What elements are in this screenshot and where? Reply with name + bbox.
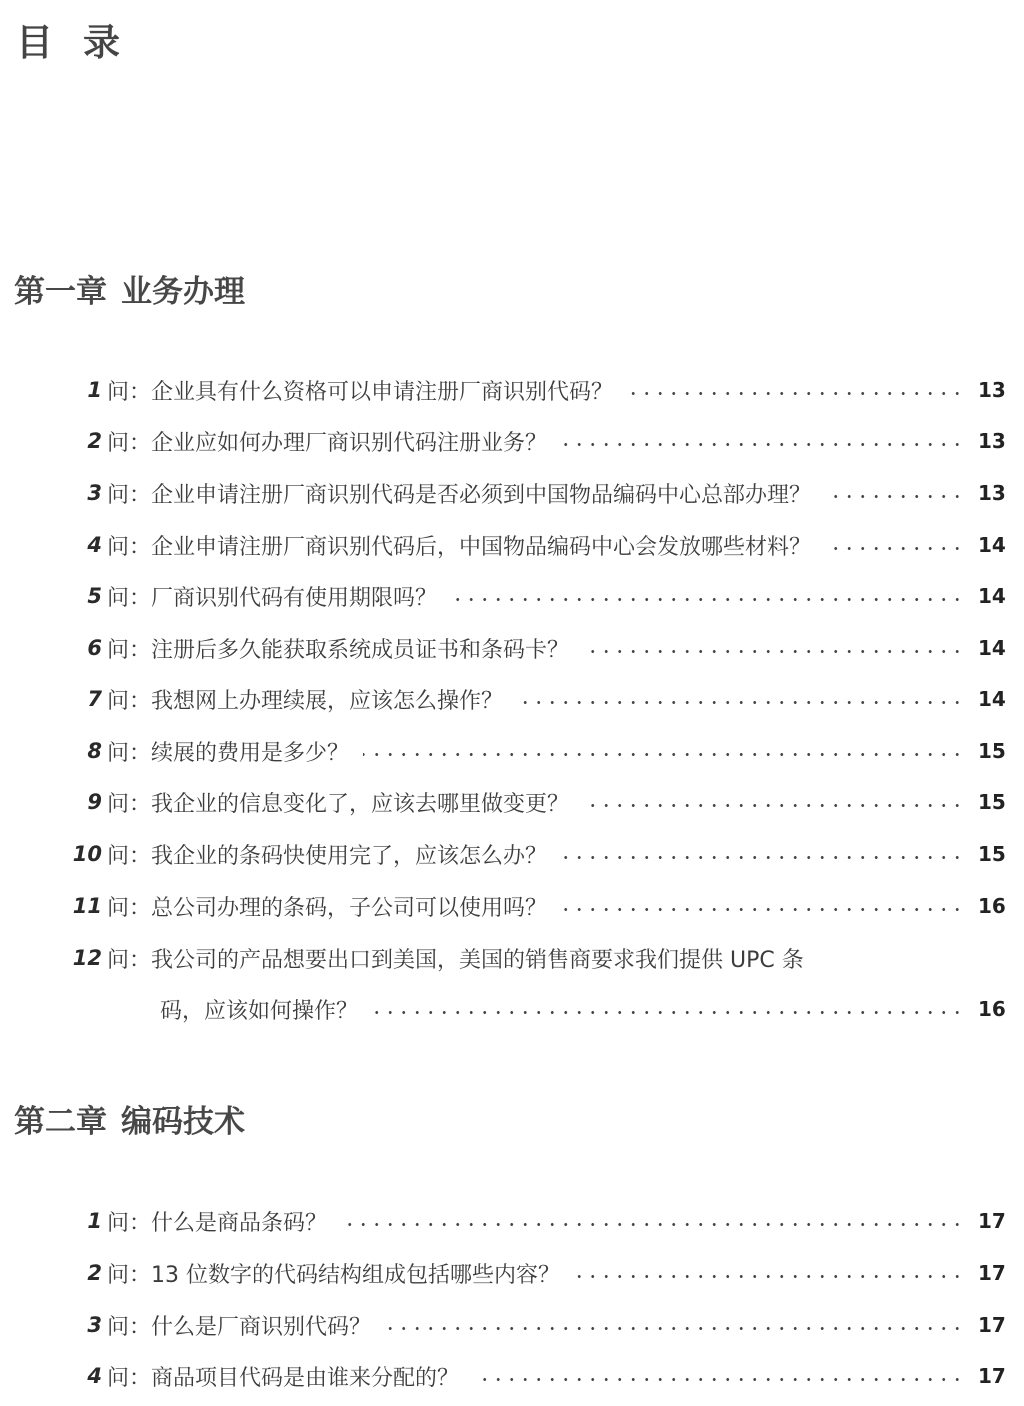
- entry-title: 我企业的条码快使用完了，应该怎么办？: [151, 843, 548, 869]
- toc-entry[interactable]: [0, 1253, 1004, 1293]
- entry-q: 问：: [107, 1314, 152, 1340]
- entry-number: 4: [87, 1364, 102, 1388]
- entry-title: 我想网上办理续展，应该怎么操作？: [151, 688, 504, 714]
- entry-q: 问：: [107, 482, 152, 508]
- toc-entry[interactable]: [0, 679, 1004, 719]
- entry-number: 8: [87, 739, 102, 763]
- toc-entry-continuation[interactable]: [0, 989, 1004, 1029]
- entry-page: 14: [978, 533, 1006, 557]
- entry-title: 我公司的产品想要出口到美国，美国的销售商要求我们提供 UPC 条: [151, 947, 804, 973]
- dot-leader: [583, 650, 964, 653]
- entry-page: 15: [978, 842, 1006, 866]
- entry-page: 16: [978, 894, 1006, 918]
- entry-q: 问：: [107, 740, 152, 766]
- entry-page: 13: [978, 378, 1006, 402]
- entry-page: 15: [978, 739, 1006, 763]
- dot-leader: [574, 1275, 964, 1278]
- entry-q: 问：: [107, 534, 152, 560]
- entry-number: 5: [87, 584, 102, 608]
- chapter-heading-2: [14, 1096, 245, 1141]
- toc-entry[interactable]: [0, 370, 1004, 410]
- chapter-name: 业务办理: [121, 274, 245, 310]
- entry-title: 企业申请注册厂商识别代码是否必须到中国物品编码中心总部办理？: [151, 482, 812, 508]
- entry-q: 问：: [107, 379, 152, 405]
- entry-page: 17: [978, 1313, 1006, 1337]
- dot-leader: [372, 1011, 964, 1014]
- entry-title: 企业具有什么资格可以申请注册厂商识别代码？: [151, 379, 614, 405]
- chapter-name: 编码技术: [121, 1104, 245, 1140]
- chapter-label: 第二章: [14, 1104, 107, 1140]
- entry-q: 问：: [107, 1365, 152, 1391]
- entry-number: 10: [72, 842, 102, 866]
- entry-title: 什么是厂商识别代码？: [151, 1314, 372, 1340]
- entry-q: 问：: [107, 585, 152, 611]
- entry-number: 3: [87, 481, 102, 505]
- entry-page: 13: [978, 481, 1006, 505]
- entry-q: 问：: [107, 843, 152, 869]
- entry-title: 总公司办理的条码，子公司可以使用吗？: [151, 895, 548, 921]
- entry-title: 商品项目代码是由谁来分配的？: [151, 1365, 460, 1391]
- entry-number: 12: [72, 946, 102, 970]
- dot-leader: [825, 547, 964, 550]
- entry-q: 问：: [107, 637, 152, 663]
- entry-title-continued: 码，应该如何操作？: [160, 998, 359, 1024]
- toc-entry[interactable]: [0, 1356, 1004, 1396]
- entry-number: 6: [87, 636, 102, 660]
- entry-q: 问：: [107, 430, 152, 456]
- entry-q: 问：: [107, 947, 152, 973]
- entry-number: 2: [87, 1261, 102, 1285]
- toc-entry[interactable]: [0, 1201, 1004, 1241]
- entry-number: 4: [87, 533, 102, 557]
- entry-page: 14: [978, 687, 1006, 711]
- entry-number: 1: [87, 1209, 102, 1233]
- dot-leader: [363, 753, 964, 756]
- entry-page: 14: [978, 636, 1006, 660]
- dot-leader: [341, 1223, 964, 1226]
- dot-leader: [451, 598, 964, 601]
- entry-number: 7: [87, 687, 102, 711]
- chapter-label: 第一章: [14, 274, 107, 310]
- entry-number: 11: [72, 894, 102, 918]
- entry-number: 2: [87, 429, 102, 453]
- toc-entry[interactable]: [0, 731, 1004, 771]
- toc-entry[interactable]: [0, 628, 1004, 668]
- page-title-char-1: 目: [16, 21, 53, 64]
- entry-page: 13: [978, 429, 1006, 453]
- entry-title: 注册后多久能获取系统成员证书和条码卡？: [151, 637, 570, 663]
- entry-q: 问：: [107, 688, 152, 714]
- entry-number: 9: [87, 790, 102, 814]
- entry-page: 17: [978, 1209, 1006, 1233]
- entry-number: 3: [87, 1313, 102, 1337]
- entry-page: 17: [978, 1364, 1006, 1388]
- entry-q: 问：: [107, 1210, 152, 1236]
- entry-page: 14: [978, 584, 1006, 608]
- entry-page: 15: [978, 790, 1006, 814]
- dot-leader: [561, 856, 964, 859]
- entry-number: 1: [87, 378, 102, 402]
- dot-leader: [385, 1327, 964, 1330]
- toc-entry[interactable]: [0, 938, 1004, 978]
- entry-page: 17: [978, 1261, 1006, 1285]
- dot-leader: [583, 804, 964, 807]
- toc-entry[interactable]: [0, 576, 1004, 616]
- entry-title: 我企业的信息变化了，应该去哪里做变更？: [151, 791, 570, 817]
- dot-leader: [517, 701, 964, 704]
- toc-entry[interactable]: [0, 834, 1004, 874]
- dot-leader: [561, 908, 964, 911]
- entry-title: 厂商识别代码有使用期限吗？: [151, 585, 438, 611]
- entry-page: 16: [978, 997, 1006, 1021]
- toc-entry[interactable]: [0, 782, 1004, 822]
- entry-q: 问：: [107, 791, 152, 817]
- page-title: [16, 12, 120, 66]
- toc-entry[interactable]: [0, 1305, 1004, 1345]
- entry-q: 问：: [107, 895, 152, 921]
- page-title-char-2: 录: [83, 21, 120, 64]
- dot-leader: [473, 1378, 964, 1381]
- entry-title: 企业应如何办理厂商识别代码注册业务？: [151, 430, 548, 456]
- toc-entry[interactable]: [0, 886, 1004, 926]
- entry-q: 问：: [107, 1262, 152, 1288]
- entry-title: 13 位数字的代码结构组成包括哪些内容？: [151, 1262, 561, 1288]
- toc-entry[interactable]: [0, 473, 1004, 513]
- dot-leader: [561, 443, 964, 446]
- dot-leader: [627, 392, 964, 395]
- dot-leader: [825, 495, 964, 498]
- chapter-heading-1: [14, 266, 245, 311]
- toc-entry[interactable]: [0, 421, 1004, 461]
- entry-title: 企业申请注册厂商识别代码后，中国物品编码中心会发放哪些材料？: [151, 534, 812, 560]
- entry-title: 续展的费用是多少？: [151, 740, 350, 766]
- toc-entry[interactable]: [0, 525, 1004, 565]
- entry-title: 什么是商品条码？: [151, 1210, 328, 1236]
